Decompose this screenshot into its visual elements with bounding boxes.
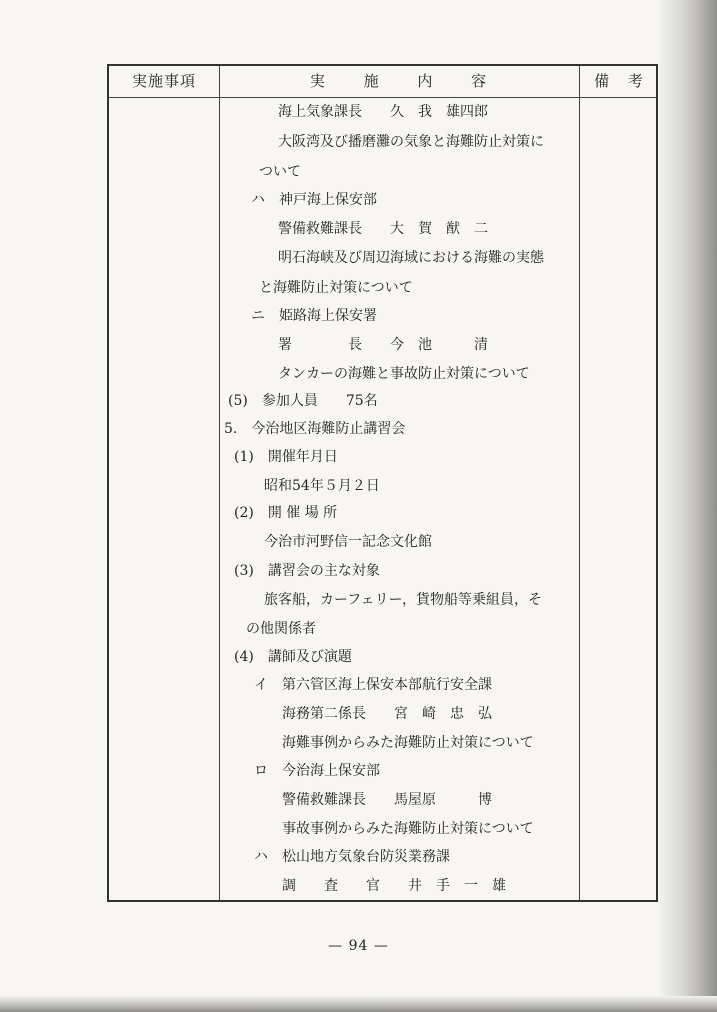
content-line: ハ 神戸海上保安部	[251, 192, 377, 208]
column-divider	[579, 66, 580, 900]
content-line: の他関係者	[246, 621, 316, 637]
content-line: 5. 今治地区海難防止講習会	[224, 421, 406, 437]
content-line: 大阪湾及び播磨灘の気象と海難防止対策に	[278, 134, 544, 150]
content-line: 旅客船，カーフェリー，貨物船等乗組員，そ	[264, 592, 543, 608]
content-line: 今治市河野信一記念文化館	[264, 534, 432, 550]
content-line: (4) 講師及び演題	[234, 649, 352, 665]
content-line: ついて	[259, 164, 301, 180]
content-line: ロ 今治海上保安部	[254, 763, 380, 779]
content-line: 調 査 官 井 手 一 雄	[282, 878, 506, 894]
content-line: (1) 開催年月日	[234, 449, 338, 465]
content-line: イ 第六管区海上保安本部航行安全課	[254, 677, 492, 693]
content-line: タンカーの海難と事故防止対策について	[278, 366, 530, 382]
activity-table	[107, 64, 658, 902]
content-line: (3) 講習会の主な対象	[234, 563, 380, 579]
content-line: と海難防止対策について	[259, 280, 413, 296]
content-line: 署 長 今 池 清	[278, 337, 488, 353]
content-line: 事故事例からみた海難防止対策について	[282, 821, 534, 837]
content-line: 明石海峡及び周辺海域における海難の実態	[278, 250, 544, 266]
content-line: ニ 姫路海上保安署	[251, 308, 377, 324]
column-divider	[219, 66, 220, 900]
header-implementation-item: 実施事項	[131, 72, 196, 90]
content-line: (5) 参加人員 75名	[228, 393, 378, 409]
content-line: 海上気象課長 久 我 雄四郎	[278, 104, 488, 120]
content-line: 警備救難課長 大 賀 猷 二	[278, 221, 488, 237]
scan-shadow-right	[659, 0, 717, 1012]
header-remarks: 備 考	[594, 72, 643, 90]
header-divider	[109, 97, 656, 98]
content-line: 海難事例からみた海難防止対策について	[282, 735, 534, 751]
content-line: 警備救難課長 馬屋原 博	[282, 792, 492, 808]
header-implementation-content: 実 施 内 容	[309, 72, 489, 90]
page-number: — 94 —	[328, 938, 389, 954]
scan-shadow-bottom	[0, 996, 717, 1012]
content-line: ハ 松山地方気象台防災業務課	[254, 849, 450, 865]
content-line: 昭和54年５月２日	[264, 478, 380, 494]
content-line: 海務第二係長 宮 崎 忠 弘	[282, 706, 492, 722]
content-line: (2) 開 催 場 所	[234, 505, 338, 521]
